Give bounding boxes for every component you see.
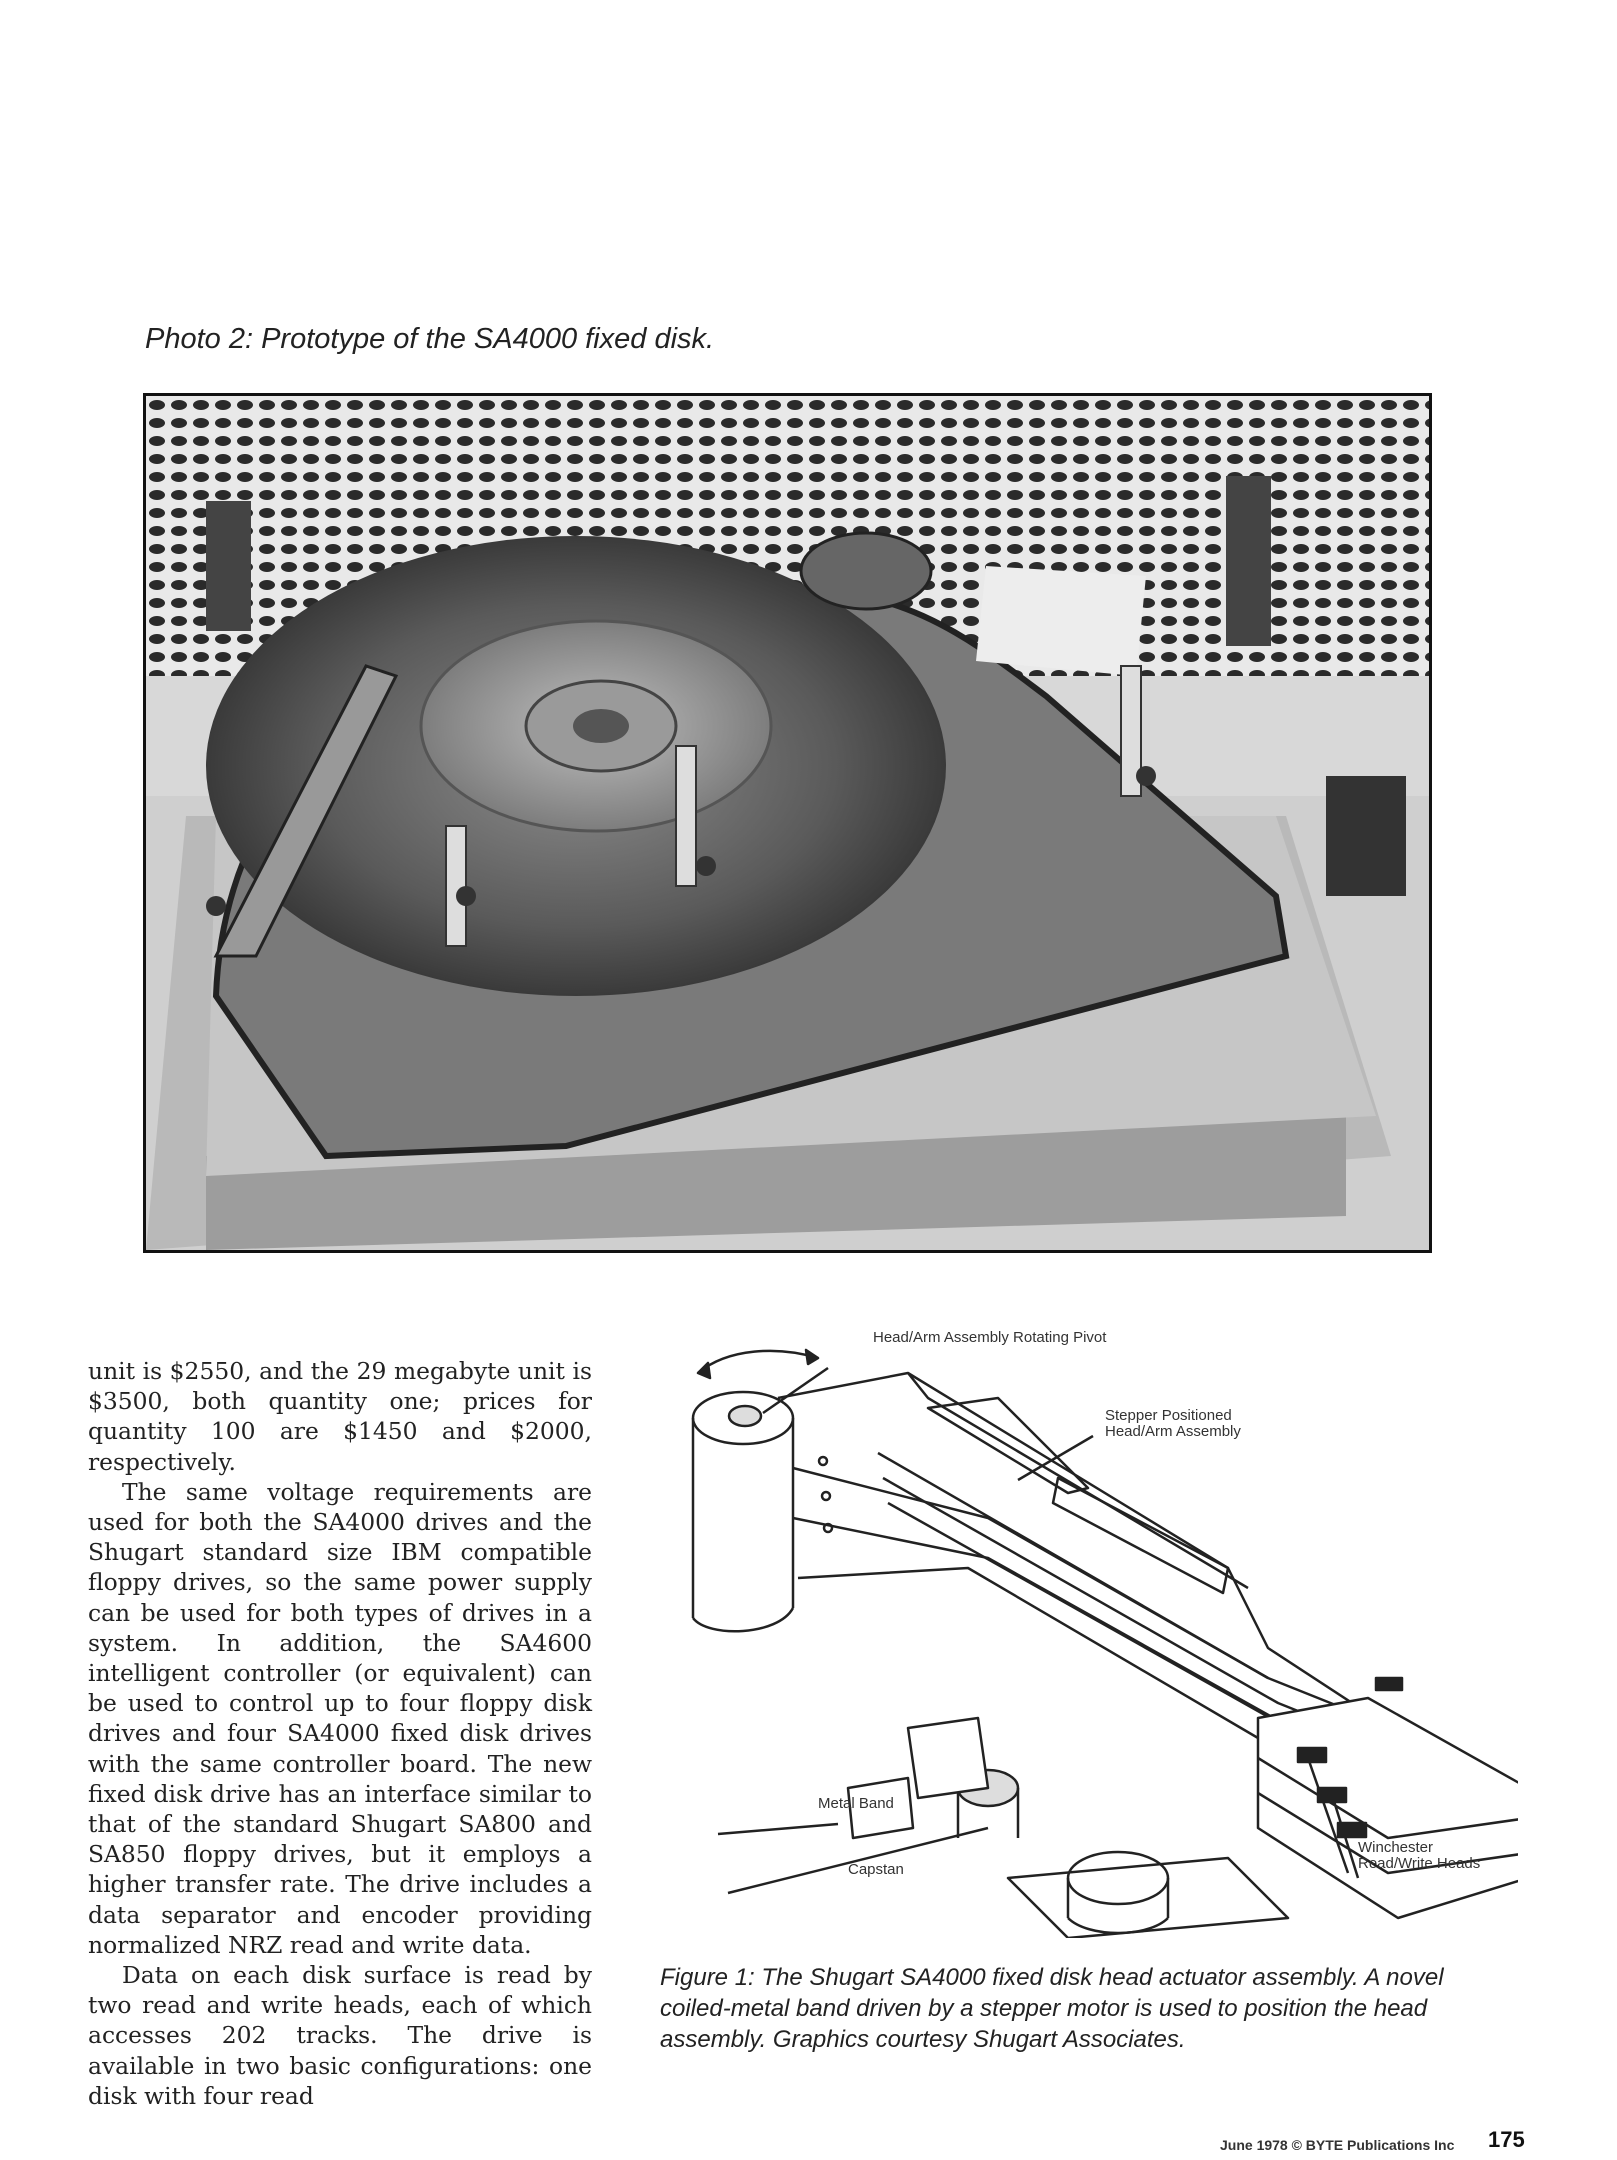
paragraph: The same voltage requirements are used for both the SA4000 drives and the Shugart standard size IBM compatible floppy drives, so the same power supply can be used for both types of drives in a system. In addition, the SA4600 intelligent controller (or equivalent) can be used to control up to four floppy disk drives and four SA4000 fixed disk drives with the same controller board. The new fixed disk drive has an interface similar to that of the standard Shugart SA800 and SA850 floppy drives, but it employs a higher transfer rate. The drive includes a data separator and encoder providing normalized NRZ read and write data.	[88, 1477, 592, 1959]
figure-caption: Figure 1: The Shugart SA4000 fixed disk head actuator assembly. A novel coiled-metal band driven by a stepper motor is used to position the head assembly. Graphics courtesy Shugart Associates.	[660, 1964, 1444, 2053]
heads-label: Winchester Read/Write Heads	[1358, 1839, 1481, 1872]
stepper-label: Stepper Positioned Head/Arm Assembly	[1105, 1407, 1241, 1440]
paragraph: unit is $2550, and the 29 megabyte unit is $3500, both quantity one; prices for quantity 100 are $1450 and $2000, respectively.	[88, 1357, 592, 1476]
capstan-label: Capstan	[848, 1861, 904, 1878]
photo-caption: Photo 2: Prototype of the SA4000 fixed disk.	[145, 323, 715, 355]
page-number: 175	[1488, 2127, 1525, 2152]
footer-credit: June 1978 © BYTE Publications Inc	[1220, 2137, 1455, 2153]
paragraph: Data on each disk surface is read by two read and write heads, each of which accesses 202 tracks. The drive is available in two basic configurations: one disk with four read	[88, 1961, 592, 2110]
disk-drive-photo	[143, 393, 1432, 1253]
body-text-column	[88, 1356, 592, 2111]
head-actuator-diagram	[668, 1318, 1518, 1938]
pivot-label: Head/Arm Assembly Rotating Pivot	[873, 1329, 1107, 1346]
metal-band-label: Metal Band	[818, 1795, 894, 1812]
